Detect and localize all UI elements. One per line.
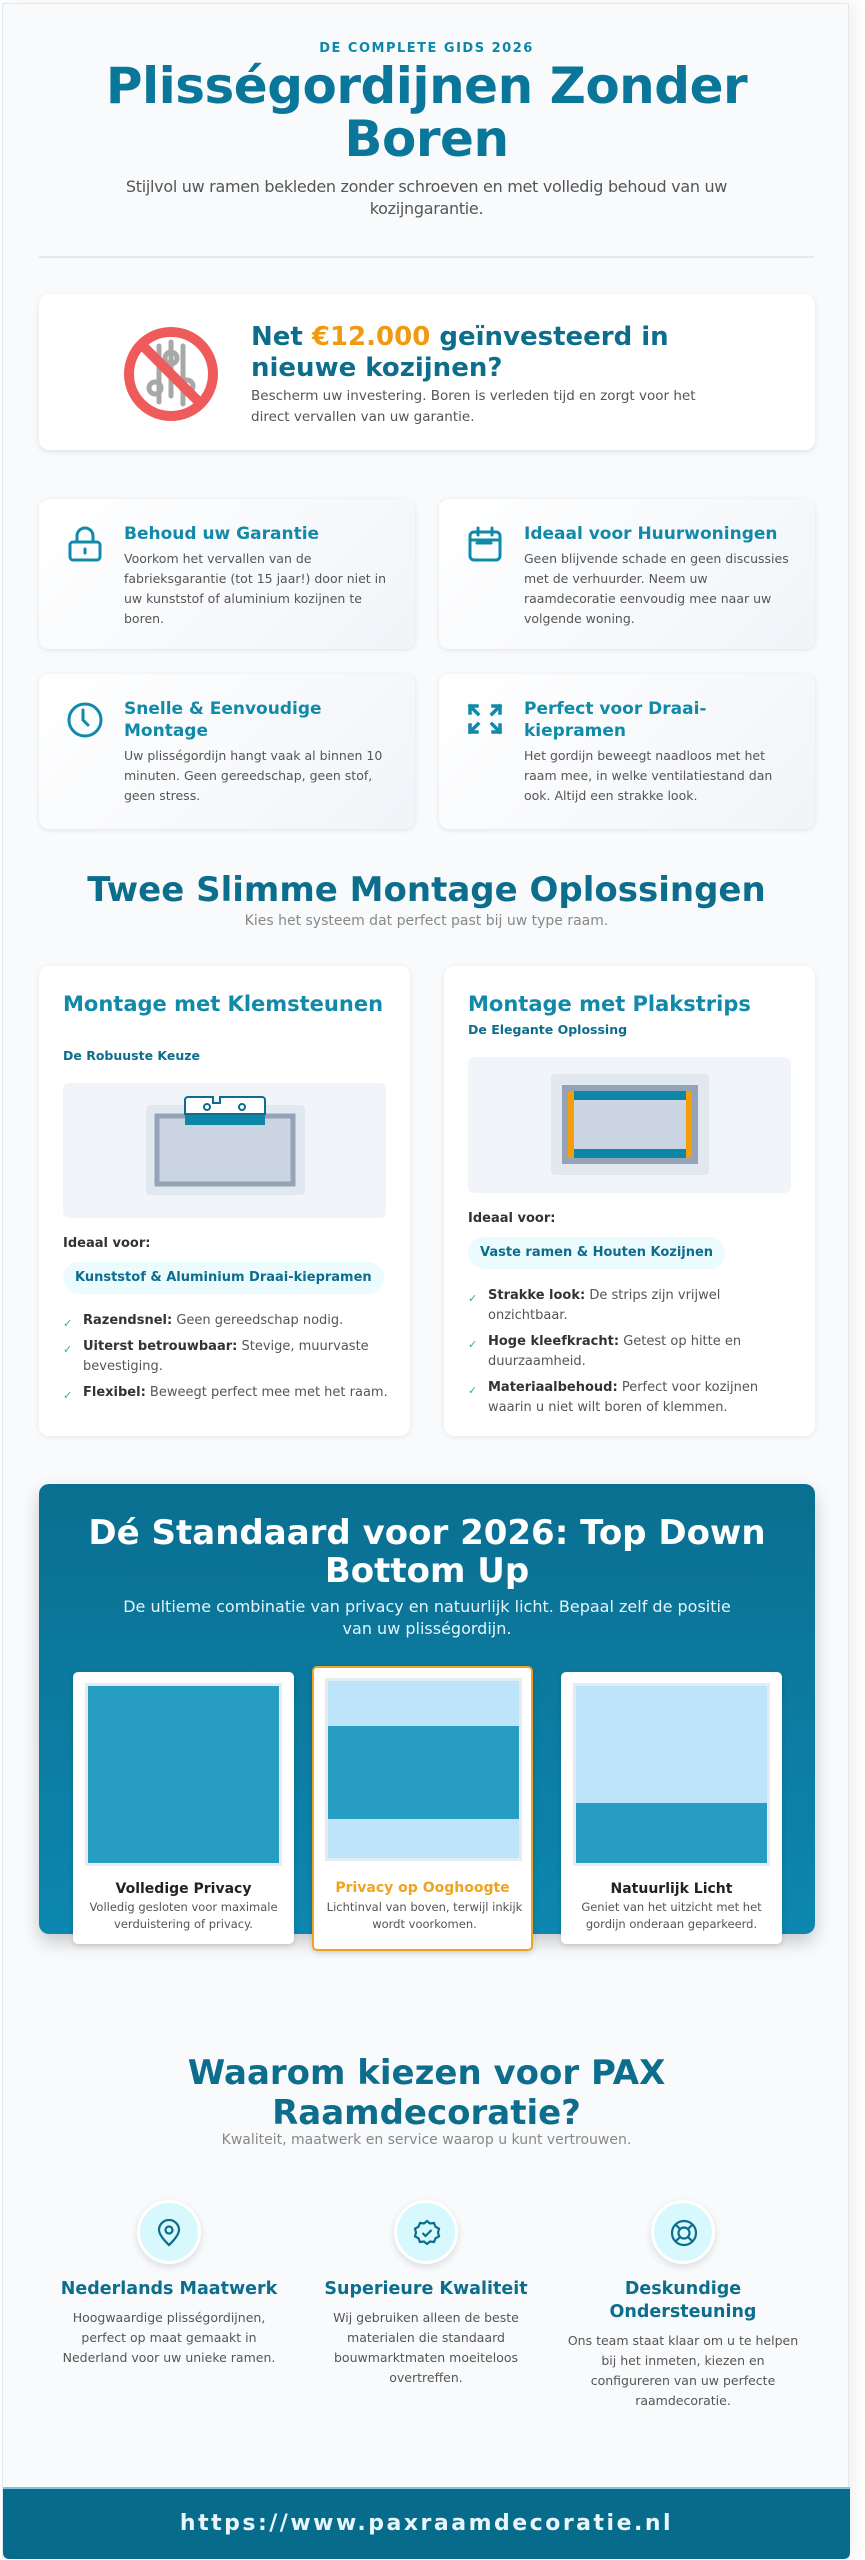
alert-title: [251, 322, 731, 384]
top-down-bottom-up-section: [39, 1484, 815, 1934]
investment-alert-card: [39, 294, 815, 450]
shade-middle: [328, 1726, 519, 1819]
tdbu-subtitle: De ultieme combinatie van privacy en natuurlijk licht. Bepaal zelf de positie van uw plisségordijn.: [123, 1597, 731, 1638]
position-text: Lichtinval van boven, terwijl inkijk wordt voorkomen.: [326, 1900, 523, 1931]
method-title: Montage met Klemsteunen: [63, 992, 384, 1016]
method-title: Montage met Plakstrips: [468, 992, 751, 1016]
feature-card-guarantee: [39, 499, 415, 649]
position-card-eye-level: [312, 1666, 533, 1951]
benefit-item: ✓ Uiterst betrouwbaar: Stevige, muurvaste bevestiging.: [63, 1339, 369, 1374]
footer: [3, 2487, 850, 2559]
check-icon: ✓: [468, 1292, 478, 1305]
check-icon: ✓: [63, 1389, 73, 1402]
adhesive-strip-illustration: [468, 1057, 791, 1193]
why-text: Wij gebruiken alleen de beste materialen die standaard bouwmarktmaten moeiteloos overtreffen.: [333, 2310, 519, 2385]
position-card-natural-light: [561, 1672, 782, 1944]
window-illustration: [85, 1683, 282, 1866]
feature-card-rental: [439, 499, 815, 649]
icon-circle: [394, 2200, 458, 2264]
feature-text: Het gordijn beweegt naadloos met het raam mee, in welke ventilatiestand dan ook. Altijd een strakke look.: [524, 748, 773, 803]
feature-text: Uw plisségordijn hangt vaak al binnen 10 minuten. Geen gereedschap, geen stof, geen stress.: [124, 748, 383, 803]
method-subtitle: De Robuuste Keuze: [63, 1048, 201, 1063]
method-benefits-list: [468, 1286, 798, 1424]
why-title: Nederlands Maatwerk: [60, 2279, 278, 2299]
why-title: Superieure Kwaliteit: [324, 2279, 528, 2299]
feature-title: Snelle & Eenvoudige Montage: [124, 699, 322, 741]
methods-section-title: Twee Slimme Montage Oplossingen: [87, 870, 766, 910]
alert-title-prefix: Net: [251, 322, 312, 352]
icon-circle: [137, 2200, 201, 2264]
investment-amount: €12.000: [311, 322, 431, 352]
position-title: Natuurlijk Licht: [610, 1881, 733, 1897]
check-icon: ✓: [63, 1317, 73, 1330]
clock-icon: [67, 700, 103, 738]
why-text: Hoogwaardige plisségordijnen, perfect op maat gemaakt in Nederland voor uw unieke ramen.: [62, 2310, 276, 2365]
why-title: Deskundige Ondersteuning: [609, 2279, 757, 2322]
method-benefits-list: [63, 1311, 393, 1409]
feature-title: Perfect voor Draai-kiepramen: [524, 699, 707, 741]
lifebuoy-icon: [670, 2219, 698, 2247]
ideal-for-label: Ideaal voor:: [63, 1236, 151, 1251]
methods-section-subtitle: Kies het systeem dat perfect past bij uw type raam.: [244, 913, 609, 929]
ideal-for-badge: Kunststof & Aluminium Draai-kiepramen: [63, 1262, 384, 1294]
clamp-bracket-icon: [63, 1083, 386, 1218]
benefit-item: ✓ Razendsnel: Geen gereedschap nodig.: [63, 1311, 393, 1331]
position-title: Volledige Privacy: [115, 1881, 252, 1897]
why-text: Ons team staat klaar om u te helpen bij het inmeten, kiezen en configureren van uw perfecte raamdecoratie.: [567, 2333, 799, 2408]
feature-text: Voorkom het vervallen van de fabrieksgarantie (tot 15 jaar!) door niet in uw kunststof of aluminium kozijnen te boren.: [124, 551, 387, 626]
lock-icon: [67, 525, 103, 563]
benefit-item: ✓ Strakke look: De strips zijn vrijwel onzichtbaar.: [468, 1288, 721, 1323]
why-section-title: Waarom kiezen voor PAX Raamdecoratie?: [187, 2053, 666, 2133]
position-card-full-privacy: [73, 1672, 294, 1944]
check-icon: ✓: [63, 1343, 73, 1356]
benefit-item: ✓ Materiaalbehoud: Perfect voor kozijnen waarin u niet wilt boren of klemmen.: [468, 1380, 759, 1415]
map-pin-icon: [156, 2219, 182, 2247]
position-text: Geniet van het uitzicht met het gordijn onderaan geparkeerd.: [581, 1900, 762, 1931]
method-card-klemsteunen: [39, 966, 410, 1436]
feature-title: Ideaal voor Huurwoningen: [524, 524, 778, 544]
feature-text: Geen blijvende schade en geen discussies met de verhuurder. Neem uw raamdecoratie eenvoudig mee naar uw volgende woning.: [524, 551, 789, 626]
divider: [39, 256, 814, 258]
expand-arrows-icon: [467, 700, 503, 738]
alert-title-suffix: geïnvesteerd in nieuwe kozijnen?: [251, 322, 669, 383]
shade-full: [88, 1686, 279, 1863]
benefit-item: ✓ Flexibel: Beweegt perfect mee met het raam.: [63, 1383, 393, 1403]
position-text: Volledig gesloten voor maximale verduistering of privacy.: [89, 1900, 278, 1931]
badge-check-icon: [413, 2219, 441, 2247]
page-subtitle: Stijlvol uw ramen bekleden zonder schroeven en met volledig behoud van uw kozijngarantie.: [125, 177, 728, 218]
benefit-item: ✓ Hoge kleefkracht: Getest op hitte en duurzaamheid.: [468, 1334, 742, 1369]
alert-text: Bescherm uw investering. Boren is verleden tijd en zorgt voor het direct vervallen van uw garantie.: [251, 388, 696, 425]
clamp-illustration: [63, 1083, 386, 1218]
feature-title: Behoud uw Garantie: [124, 524, 320, 544]
page-title: Plisségordijnen Zonder Boren: [105, 57, 748, 168]
window-illustration: [325, 1678, 522, 1861]
feature-card-tilt-turn: [439, 674, 815, 829]
adhesive-strip-icon: [468, 1057, 791, 1193]
ideal-for-badge: Vaste ramen & Houten Kozijnen: [468, 1237, 725, 1269]
page-container: [2, 3, 849, 2558]
shade-bottom: [576, 1803, 767, 1866]
tdbu-title: Dé Standaard voor 2026: Top Down Bottom Up: [88, 1513, 766, 1591]
icon-circle: [651, 2200, 715, 2264]
no-drill-icon: [121, 324, 221, 424]
method-card-plakstrips: [444, 966, 815, 1436]
position-title: Privacy op Ooghoogte: [335, 1880, 510, 1896]
window-illustration: [573, 1683, 770, 1866]
website-link[interactable]: https://www.paxraamdecoratie.nl: [179, 2511, 674, 2536]
method-subtitle: De Elegante Oplossing: [468, 1022, 628, 1037]
ideal-for-label: Ideaal voor:: [468, 1211, 556, 1226]
check-icon: ✓: [468, 1384, 478, 1397]
check-icon: ✓: [468, 1338, 478, 1351]
eyebrow-label: DE COMPLETE GIDS 2026: [319, 41, 534, 56]
why-section-subtitle: Kwaliteit, maatwerk en service waarop u kunt vertrouwen.: [221, 2132, 632, 2148]
feature-card-montage: [39, 674, 415, 829]
calendar-icon: [467, 525, 503, 563]
